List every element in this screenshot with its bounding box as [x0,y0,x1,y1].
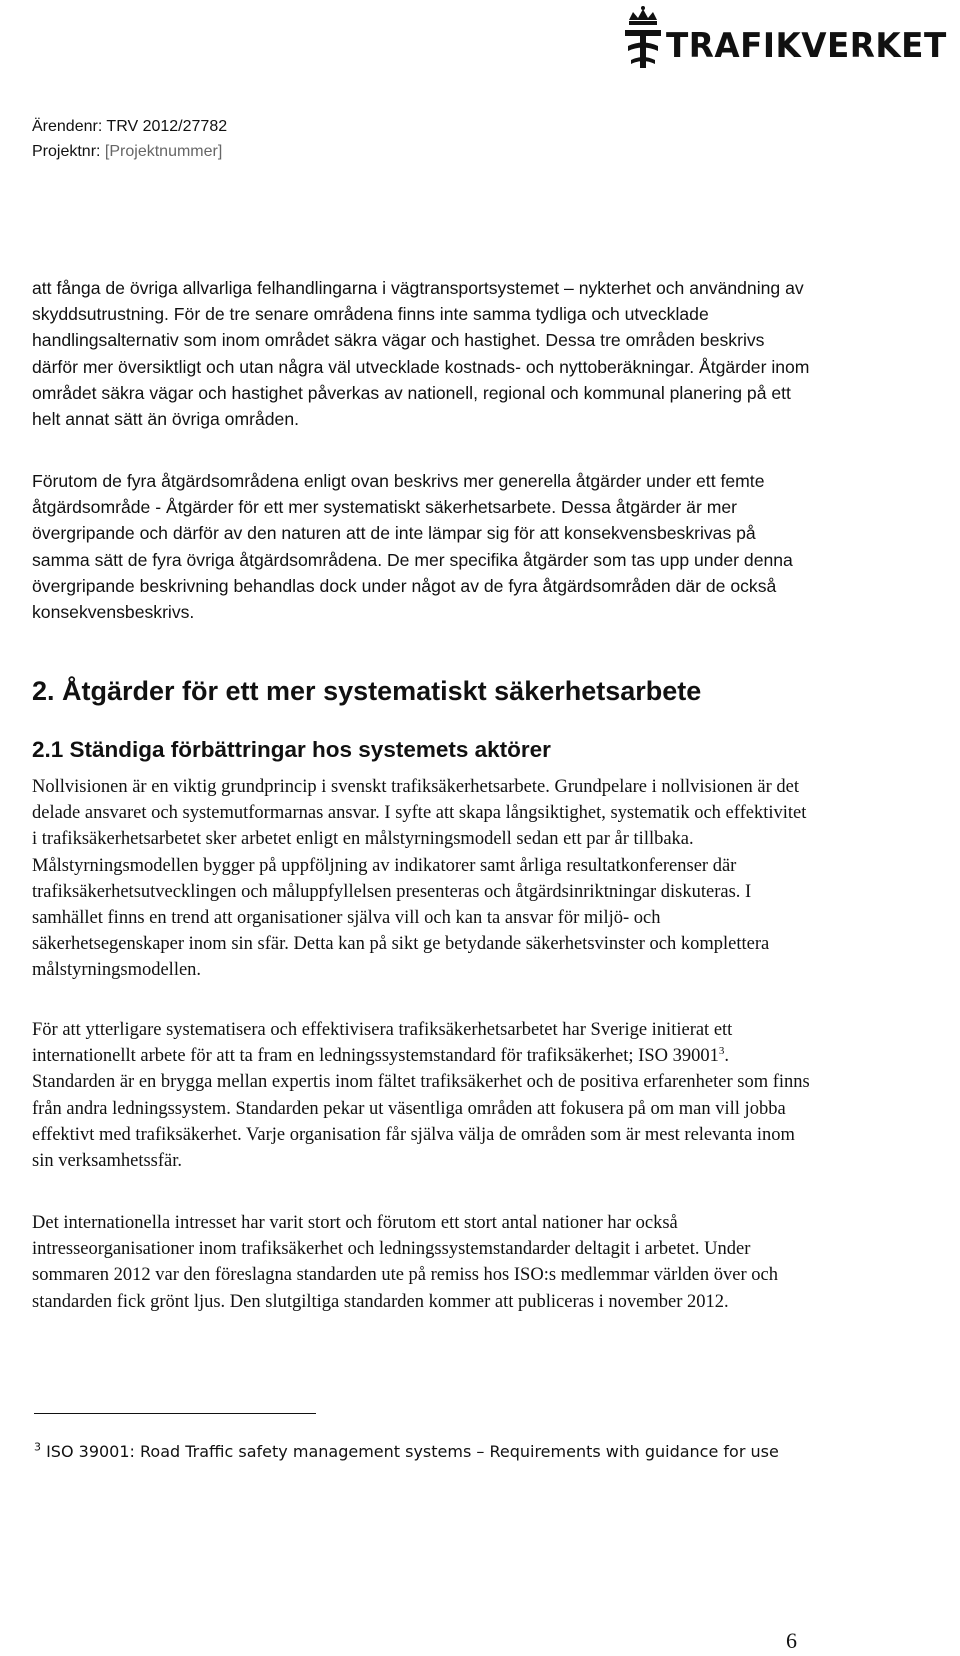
crown-emblem-icon [616,6,670,76]
footnote: $^3$ ISO 39001: Road Traffic safety management systems – Requirements with guidance for use [34,1440,779,1461]
paragraph-4: För att ytterligare systematisera och effektivisera trafiksäkerhetsarbetet har Sverige initierat ett internationellt arbete för att ta fram en ledningssystemstandard för trafiksäkerhet; ISO 39001$^3$. Standarden är en brygga mellan expertis inom fältet trafiksäkerhet och de positiva erfarenheter som finns från andra ledningssystem. Standarden pekar ut väsentliga områden att fokusera på om man vill jobba effektivt med trafiksäkerhet. Varje organisation får själva välja de områden som är mest relevanta inom sin verksamhetssfär. [32,1020,810,1172]
logo-wordmark: TRAFIKVERKET [666,26,947,66]
footnote-divider [34,1413,316,1414]
page-number: 6 [786,1628,797,1653]
subsection-heading: 2.1 Ständiga förbättringar hos systemets aktörer [32,737,551,762]
paragraph-3: Nollvisionen är en viktig grundprincip i svenskt trafiksäkerhetsarbete. Grundpelare i nollvisionen är det delade ansvaret och systemutformarnas ansvar. I syfte att skapa långsiktighet, systematik och effektivitet i trafiksäkerhetsarbetet sker arbetet enligt en målstyrningsmodell sedan ett par år tillbaka. Målstyrningsmodellen bygger på uppföljning av indikatorer samt årliga resultatkonferenser där trafiksäkerhetsutvecklingen och måluppfyllelsen presenteras och åtgärdsinriktningar diskuteras. I samhället finns en trend att organisationer själva vill och kan ta ansvar för miljö- och säkerhetsegenskaper inom sin sfär. Detta kan på sikt ge betydande säkerhetsvinster och komplettera målstyrningsmodellen. [32,777,807,981]
paragraph-2: Förutom de fyra åtgärdsområdena enligt ovan beskrivs mer generella åtgärder under ett femte åtgärdsområde - Åtgärder för ett mer systematiskt säkerhetsarbete. Dessa åtgärder är mer övergripande och därför av den naturen att de inte lämpar sig för att konsekvensbeskrivas på samma sätt de fyra övriga åtgärdsområdena. De mer specifika åtgärder som tas upp under denna övergripande beskrivning behandlas dock under något av de fyra åtgärdsområden där de också konsekvensbeskrivs. [32,471,793,623]
section-heading: 2. Åtgärder för ett mer systematiskt säkerhetsarbete [32,676,702,706]
paragraph-5: Det internationella intresset har varit stort och förutom ett stort antal nationer har också intresseorganisationer inom trafiksäkerhet och ledningssystemstandarder deltagit i arbetet. Under sommaren 2012 var den föreslagna standarden ute på remiss hos ISO:s medlemmar världen över och standarden fick grönt ljus. Den slutgiltiga standarden kommer att publiceras i november 2012. [32,1213,778,1312]
paragraph-1: att fånga de övriga allvarliga felhandlingarna i vägtransportsystemet – nykterhet och användning av skyddsutrustning. För de tre senare områdena finns inte samma tydliga och utvecklade handlingsalternativ som inom området säkra vägar och hastighet. Dessa tre områden beskrivs därför mer översiktligt och utan några väl utvecklade kostnads- och nyttoberäkningar. Åtgärder inom området säkra vägar och hastighet påverkas av nationell, regional och kommunal planering på ett helt annat sätt än övriga områden. [32,278,810,430]
project-number: Projektnr: [Projektnummer] [32,143,223,160]
trafikverket-logo [616,6,952,76]
footnote-ref[interactable]: 3 [718,1045,725,1058]
case-number: Ärendenr: TRV 2012/27782 [32,118,228,135]
